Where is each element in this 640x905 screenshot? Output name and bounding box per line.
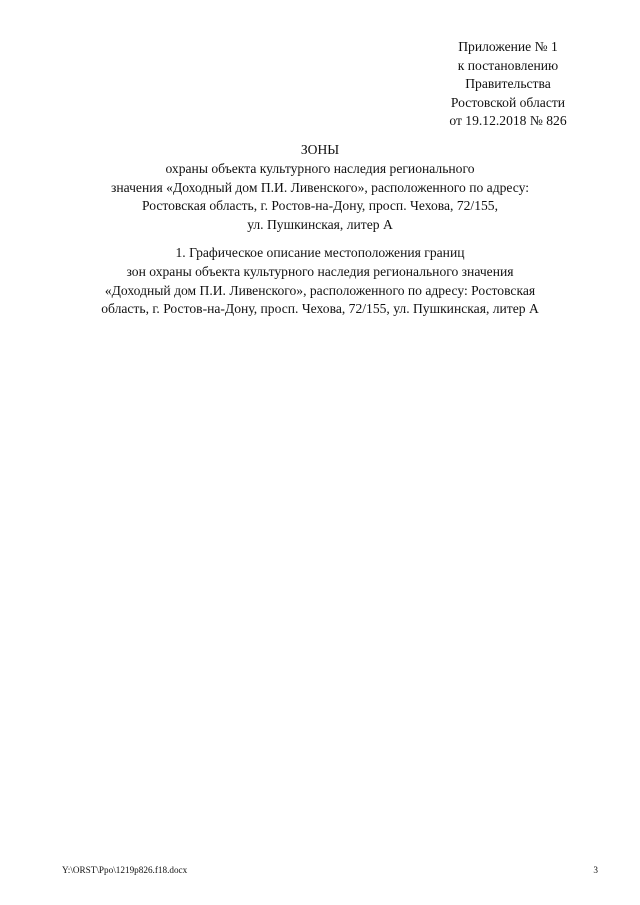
section-line: область, г. Ростов-на-Дону, просп. Чехова, 72/155, ул. Пушкинская, литер А <box>101 301 539 317</box>
section-line: зон охраны объекта культурного наследия регионального значения <box>126 263 514 279</box>
title-line: Ростовская область, г. Ростов-на-Дону, просп. Чехова, 72/155, <box>141 198 499 214</box>
appendix-header <box>416 38 600 131</box>
appendix-line: Правительства <box>465 76 551 91</box>
appendix-line: Ростовской области <box>450 94 566 110</box>
appendix-line: от 19.12.2018 № 826 <box>449 113 567 128</box>
title-line: значения «Доходный дом П.И. Ливенского», расположенного по адресу: <box>110 179 530 195</box>
title-line: ул. Пушкинская, литер А <box>247 217 393 233</box>
section-heading <box>40 244 600 319</box>
title-line: охраны объекта культурного наследия регионального <box>165 160 475 176</box>
section-line: «Доходный дом П.И. Ливенского», расположенного по адресу: Ростовская <box>104 282 536 298</box>
appendix-line: к постановлению <box>457 57 559 73</box>
section-line: 1. Графическое описание местоположения границ <box>175 245 465 260</box>
footer-file-path: Y:\ORST\Ppo\1219p826.f18.docx <box>62 865 188 875</box>
appendix-line: Приложение № 1 <box>458 39 558 54</box>
document-title <box>60 141 580 235</box>
page-number: 3 <box>593 865 598 875</box>
title-line: ЗОНЫ <box>300 142 340 157</box>
